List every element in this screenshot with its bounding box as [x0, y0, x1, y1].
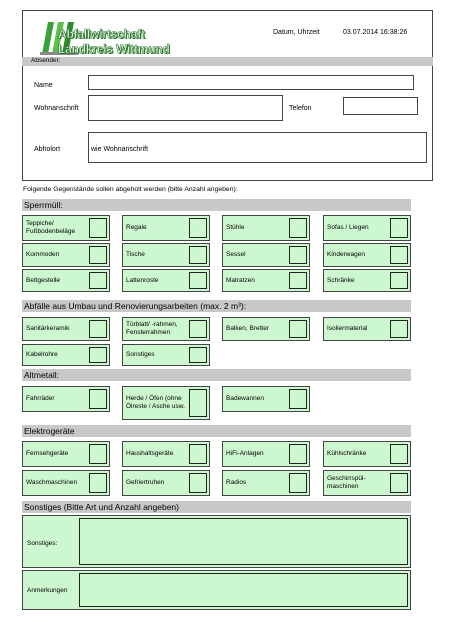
sonstiges-label: Sonstiges: [27, 540, 58, 547]
phone-label: Telefon [289, 105, 312, 112]
item-label: Schränke [327, 276, 355, 284]
item-label: Kommoden [26, 251, 60, 259]
item-isolier[interactable] [323, 317, 411, 341]
section-sperrmuell: Sperrmüll: [22, 199, 411, 211]
quantity-field[interactable] [189, 389, 207, 417]
pickup-field[interactable] [88, 132, 427, 163]
quantity-field[interactable] [289, 473, 307, 493]
item-label: Haushaltsgeräte [126, 450, 174, 458]
intro-text: Folgende Gegenstände sollen abgeholt werden (bitte Anzahl angeben): [23, 186, 238, 193]
sonstiges-field[interactable] [79, 518, 408, 565]
quantity-field[interactable] [189, 347, 207, 363]
item-label: Sofas / Liegen [327, 224, 369, 232]
item-sonstiges-umbau[interactable] [122, 344, 210, 366]
item-fahrraeder[interactable] [22, 386, 110, 412]
section-sonstiges: Sonstiges (Bitte Art und Anzahl angeben) [22, 501, 411, 513]
quantity-field[interactable] [390, 473, 408, 493]
quantity-field[interactable] [89, 444, 107, 464]
quantity-field[interactable] [289, 320, 307, 338]
item-label: Matratzen [226, 276, 255, 284]
item-label: Geschirrspül-maschinen [327, 475, 366, 490]
item-label: Fernsehgeräte [26, 450, 69, 458]
item-label: Fahrräder [26, 395, 55, 403]
pickup-value: wie Wohnanschrift [91, 146, 149, 153]
quantity-field[interactable] [89, 272, 107, 289]
item-sessel[interactable] [222, 243, 310, 267]
item-gefrier[interactable] [122, 470, 210, 496]
quantity-field[interactable] [89, 347, 107, 363]
item-label: Sanitärkeramik [26, 325, 70, 333]
section-elektro: Elektrogeräte [22, 425, 411, 437]
item-teppiche[interactable] [22, 215, 110, 241]
anmerkungen-box [22, 570, 411, 610]
logo-title-line2: Landkreis Wittmund [58, 42, 170, 56]
quantity-field[interactable] [189, 218, 207, 238]
item-fernseh[interactable] [22, 441, 110, 467]
section-altmetall: Altmetall: [22, 369, 411, 381]
quantity-field[interactable] [89, 389, 107, 409]
quantity-field[interactable] [289, 246, 307, 264]
quantity-field[interactable] [289, 389, 307, 409]
item-tuerblatt[interactable] [122, 317, 210, 341]
item-geschirr[interactable] [323, 470, 411, 496]
item-stuehle[interactable] [222, 215, 310, 241]
quantity-field[interactable] [189, 473, 207, 493]
address-label: Wohnanschrift [34, 105, 79, 112]
item-wasch[interactable] [22, 470, 110, 496]
item-kabelrohre[interactable] [22, 344, 110, 366]
item-label: Tische [126, 251, 145, 259]
item-haushalt[interactable] [122, 441, 210, 467]
item-label: Badewannen [226, 395, 264, 403]
quantity-field[interactable] [89, 473, 107, 493]
item-label: Waschmaschinen [26, 479, 78, 487]
item-label: HiFi-Anlagen [226, 450, 264, 458]
quantity-field[interactable] [289, 218, 307, 238]
item-kinderwagen[interactable] [323, 243, 411, 267]
item-label: Radios [226, 479, 247, 487]
quantity-field[interactable] [390, 444, 408, 464]
datum-label: Datum, Uhrzeit [273, 29, 320, 36]
quantity-field[interactable] [390, 218, 408, 238]
pickup-label: Abholort [34, 146, 61, 153]
quantity-field[interactable] [189, 444, 207, 464]
item-label: Regale [126, 224, 147, 232]
name-field[interactable] [88, 75, 414, 90]
item-label: Bettgestelle [26, 276, 60, 284]
sonstiges-box [22, 515, 411, 568]
item-label: Teppiche/ Fußbodenbeläge [26, 220, 76, 235]
phone-field[interactable] [343, 97, 418, 115]
item-bettgestelle[interactable] [22, 269, 110, 292]
item-label: Lattenroste [126, 276, 159, 284]
quantity-field[interactable] [289, 272, 307, 289]
anmerkungen-label: Anmerkungen [27, 587, 68, 594]
quantity-field[interactable] [289, 444, 307, 464]
item-matratzen[interactable] [222, 269, 310, 292]
item-label: Isoliermaterial [327, 325, 368, 333]
quantity-field[interactable] [89, 320, 107, 338]
absender-label: Absender: [31, 57, 61, 64]
item-label: Kühlschränke [327, 450, 367, 458]
item-sanitaer[interactable] [22, 317, 110, 341]
item-label: Herde / Öfen (ohne Ölreste / Asche usw. [126, 395, 185, 410]
item-radios[interactable] [222, 470, 310, 496]
item-badewannen[interactable] [222, 386, 310, 412]
anmerkungen-field[interactable] [79, 573, 408, 607]
item-label: Stühle [226, 224, 245, 232]
item-regale[interactable] [122, 215, 210, 241]
item-tische[interactable] [122, 243, 210, 267]
item-herde[interactable] [122, 386, 210, 420]
item-hifi[interactable] [222, 441, 310, 467]
section-umbau: Abfälle aus Umbau und Renovierungsarbeiten (max. 2 m³): [22, 300, 411, 312]
logo-title [58, 27, 170, 56]
quantity-field[interactable] [390, 320, 408, 338]
logo-title-line1: Abfallwirtschaft [58, 27, 145, 41]
item-label: Sessel [226, 251, 246, 259]
item-label: Türblatt/ -rahmen, Fensterrahmen [126, 321, 178, 336]
address-field[interactable] [88, 95, 283, 121]
quantity-field[interactable] [390, 246, 408, 264]
name-label: Name [34, 82, 53, 89]
item-label: Gefriertruhen [126, 479, 165, 487]
item-kuehl[interactable] [323, 441, 411, 467]
item-label: Balken, Bretter [226, 325, 269, 333]
item-sofas[interactable] [323, 215, 411, 241]
quantity-field[interactable] [189, 272, 207, 289]
quantity-field[interactable] [89, 246, 107, 264]
quantity-field[interactable] [189, 320, 207, 338]
item-kommoden[interactable] [22, 243, 110, 267]
quantity-field[interactable] [189, 246, 207, 264]
item-label: Kabelrohre [26, 351, 58, 359]
item-label: Sonstiges [126, 351, 155, 359]
quantity-field[interactable] [390, 272, 408, 289]
quantity-field[interactable] [89, 218, 107, 238]
absender-bar [22, 57, 433, 66]
item-schraenke[interactable] [323, 269, 411, 292]
item-lattenroste[interactable] [122, 269, 210, 292]
datum-value: 03.07.2014 16:38:26 [343, 29, 408, 36]
item-balken[interactable] [222, 317, 310, 341]
item-label: Kinderwagen [327, 251, 365, 259]
